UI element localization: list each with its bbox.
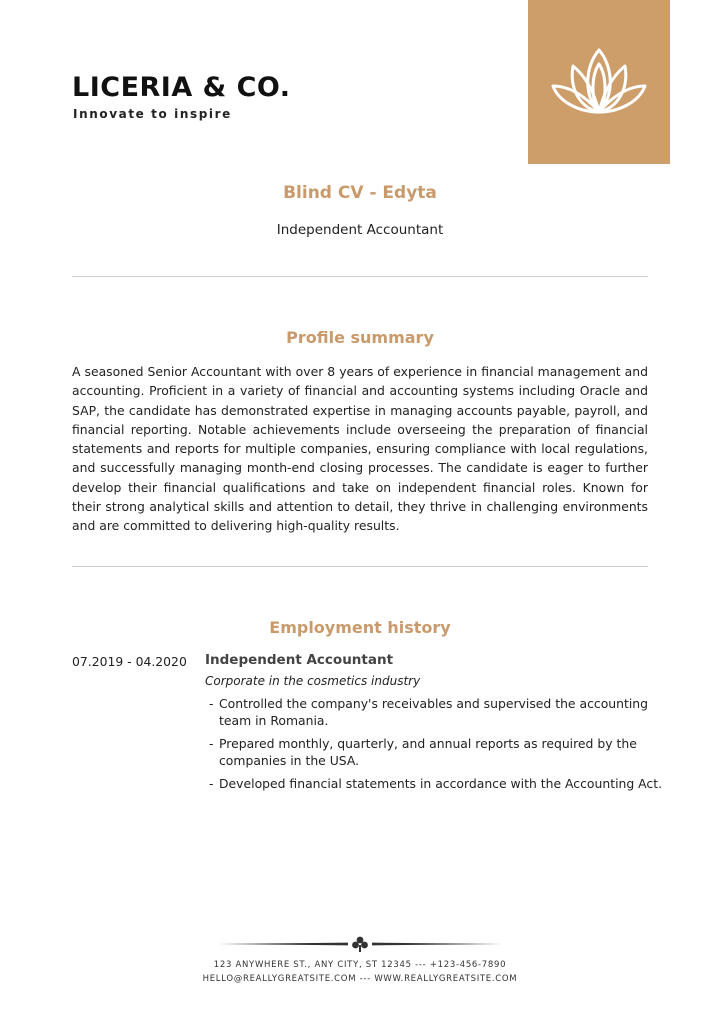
footer-email-website: HELLO@REALLYGREATSITE.COM --- WWW.REALLYGREATSITE.COM	[202, 974, 518, 984]
profile-summary-heading: Profile summary	[286, 328, 434, 347]
list-item: - Developed financial statements in accordance with the Accounting Act.	[205, 775, 675, 792]
company-name: LICERIA & CO.	[72, 72, 291, 103]
profile-summary-text: A seasoned Senior Accountant with over 8 years of experience in financial management and accounting. Proficient in a variety of financial and accounting systems including Oracle and SAP, the candidate has demonstrated expertise in managing accounts payable, payroll, and financial reporting. Notable achievements include overseeing the preparation of financial statements and reports for multiple companies, ensuring compliance with local regulations, and successfully managing month-end closing processes. The candidate is eager to further develop their financial qualifications and take on independent financial roles. Known for their strong analytical skills and attention to detail, they thrive in challenging environments and are committed to delivering high-quality results.	[72, 364, 648, 534]
logo-box	[528, 0, 670, 164]
employment-history-heading: Employment history	[269, 618, 451, 637]
list-item: - Controlled the company's receivables and supervised the accounting team in Romania.	[205, 695, 675, 730]
club-ornament-icon	[218, 933, 502, 955]
job-company: Corporate in the cosmetics industry	[205, 674, 421, 688]
company-tagline: Innovate to inspire	[73, 107, 232, 121]
job-dates: 07.2019 - 04.2020	[72, 654, 187, 669]
cv-subtitle: Independent Accountant	[276, 222, 444, 238]
job-title: Independent Accountant	[205, 652, 394, 668]
list-item: - Prepared monthly, quarterly, and annual reports as required by the companies in the USA.	[205, 735, 675, 770]
lotus-icon	[549, 44, 649, 120]
divider	[72, 566, 648, 567]
cv-title: Blind CV - Edyta	[283, 183, 437, 203]
divider	[72, 276, 648, 277]
footer-address-phone: 123 ANYWHERE ST., ANY CITY, ST 12345 --- +123-456-7890	[213, 960, 507, 970]
job-responsibilities-list	[205, 695, 675, 797]
